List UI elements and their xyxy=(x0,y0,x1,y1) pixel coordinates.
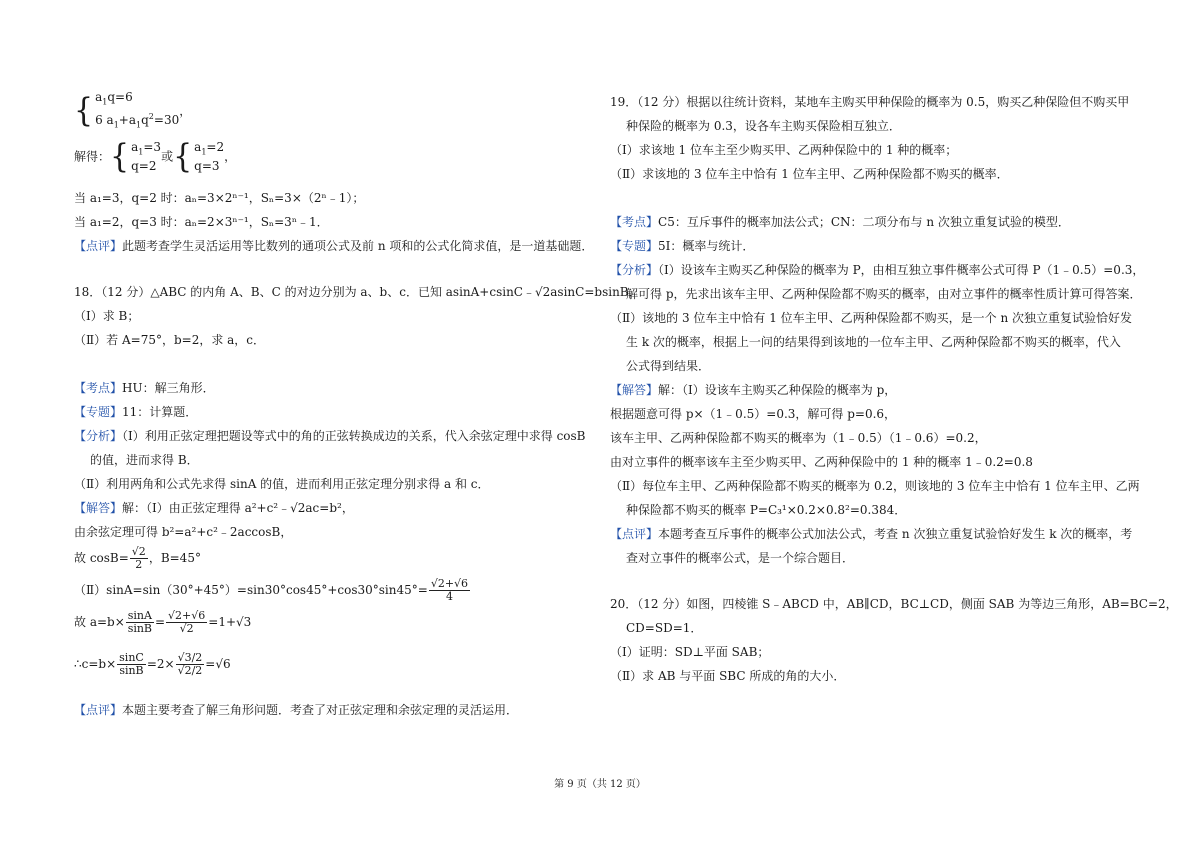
comment-19: 【点评】本题考查互斥事件的概率公式加法公式，考查 n 次独立重复试验恰好发生 k 次的概率，考 xyxy=(610,527,1133,541)
question-20: 20．（12 分）如图，四棱锥 S﹣ABCD 中，AB∥CD，BC⊥CD，侧面 SAB 为等边三角形，AB=BC=2， xyxy=(610,597,1178,611)
analysis-2-cont2: 公式得到结果． xyxy=(626,359,711,373)
question-19-cont: 种保险的概率为 0.3，设各车主购买保险相互独立． xyxy=(626,119,901,133)
comment-19-cont: 查对立事件的概率公式，是一个综合题目． xyxy=(626,551,855,565)
solution-6: ∴c=b× $\frac{\sin C}{\sin B}$ =2× $\frac{√3/2}{√2/2}$ =√6 xyxy=(74,651,231,677)
analysis-2: （Ⅱ）该地的 3 位车主中恰有 1 位车主甲、乙两种保险都不购买，是一个 n 次独立重复试验恰好发 xyxy=(610,311,1133,325)
question-20-part-2: （Ⅱ）求 AB 与平面 SBC 所成的角的大小． xyxy=(610,669,846,683)
solution-5: （Ⅱ）每位车主甲、乙两种保险都不购买的概率为 0.2，则该地的 3 位车主中恰有 1 位车主甲、乙两 xyxy=(610,479,1140,493)
analysis-2: （Ⅱ）利用两角和公式先求得 sinA 的值，进而利用正弦定理分别求得 a 和 c． xyxy=(74,477,490,491)
question-18-part-1: （Ⅰ）求 B； xyxy=(74,309,140,323)
analysis-1: 【分析】（Ⅰ）设该车主购买乙种保险的概率为 P，由相互独立事件概率公式可得 P（1﹣0.5）=0.3， xyxy=(610,263,1145,277)
question-19-part-1: （Ⅰ）求该地 1 位车主至少购买甲、乙两种保险中的 1 种的概率； xyxy=(610,143,958,157)
question-19: 19．（12 分）根据以往统计资料，某地车主购买甲种保险的概率为 0.5，购买乙种保险但不购买甲 xyxy=(610,95,1130,109)
case-2-line: 当 a₁=2，q=3 时：aₙ=2×3ⁿ⁻¹，Sₙ=3ⁿ﹣1． xyxy=(74,215,329,229)
equation-system: { $a_1q=6$ 6 $a_1+a_1q^2=30$ ， xyxy=(74,90,192,131)
topic: 【专题】5I：概率与统计． xyxy=(610,239,755,253)
knowledge-point: 【考点】HU：解三角形． xyxy=(74,381,215,395)
question-20-part-1: （Ⅰ）证明：SD⊥平面 SAB； xyxy=(610,645,770,659)
knowledge-point: 【考点】C5：互斥事件的概率加法公式；CN：二项分布与 n 次独立重复试验的模型． xyxy=(610,215,1070,229)
solution-3: 该车主甲、乙两种保险都不购买的概率为（1﹣0.5）（1﹣0.6）=0.2， xyxy=(610,431,987,445)
solution-2: 由余弦定理可得 b²=a²+c²﹣2accosB， xyxy=(74,525,293,539)
topic: 【专题】11：计算题． xyxy=(74,405,198,419)
comment-17: 【点评】此题考查学生灵活运用等比数列的通项公式及前 n 项和的公式化简求值，是一道基础题． xyxy=(74,239,594,253)
solution-1: 【解答】解：（Ⅰ）设该车主购买乙种保险的概率为 p， xyxy=(610,383,897,397)
analysis-1-cont: 的值，进而求得 B． xyxy=(90,453,199,467)
solution-3: 故 cosB= $\frac{√2}{2}$ ，B=45° xyxy=(74,545,201,571)
question-18: 18．（12 分）△ABC 的内角 A、B、C 的对边分别为 a、b、c．已知 asinA+csinC﹣√2asinC=bsinB， xyxy=(74,285,641,299)
question-19-part-2: （Ⅱ）求该地的 3 位车主中恰有 1 位车主甲、乙两种保险都不购买的概率． xyxy=(610,167,1009,181)
solution-1: 【解答】解：（Ⅰ）由正弦定理得 a²+c²﹣√2ac=b²， xyxy=(74,501,354,515)
analysis-1-cont: 解可得 p，先求出该车主甲、乙两种保险都不购买的概率，由对立事件的概率性质计算可得答案． xyxy=(626,287,1142,301)
analysis-2-cont: 生 k 次的概率，根据上一问的结果得到该地的一位车主甲、乙两种保险都不购买的概率，代入 xyxy=(626,335,1121,349)
solution-5-cont: 种保险都不购买的概率 P=C₃¹×0.2×0.8²=0.384． xyxy=(626,503,907,517)
question-18-part-2: （Ⅱ）若 A=75°，b=2，求 a，c． xyxy=(74,333,266,347)
solution-4: （Ⅱ）sinA=sin（30°+45°）=sin30°cos45°+cos30°sin45°= $\frac{√2+√6}{4}$ xyxy=(74,577,469,603)
comment-18: 【点评】本题主要考查了解三角形问题．考查了对正弦定理和余弦定理的灵活运用． xyxy=(74,703,519,717)
solution-2: 根据题意可得 p×（1﹣0.5）=0.3，解可得 p=0.6， xyxy=(610,407,897,421)
solution-systems: 解得：{ $a_1=3$ q=2 或{ $a_1=2$ q=3 ， xyxy=(74,137,237,176)
case-1-line: 当 a₁=3，q=2 时：aₙ=3×2ⁿ⁻¹，Sₙ=3×（2ⁿ﹣1）； xyxy=(74,191,365,205)
solution-4: 由对立事件的概率该车主至少购买甲、乙两种保险中的 1 种的概率 1﹣0.2=0.8 xyxy=(610,455,1033,469)
page-footer: 第 9 页（共 12 页） xyxy=(554,779,646,790)
solution-5: 故 a=b× $\frac{\sin A}{\sin B}$ = $\frac{√2+√6}{√2}$ =1+√3 xyxy=(74,609,252,635)
analysis-1: 【分析】（Ⅰ）利用正弦定理把题设等式中的角的正弦转换成边的关系，代入余弦定理中求得 cosB xyxy=(74,429,586,443)
question-20-cont: CD=SD=1． xyxy=(626,621,703,635)
